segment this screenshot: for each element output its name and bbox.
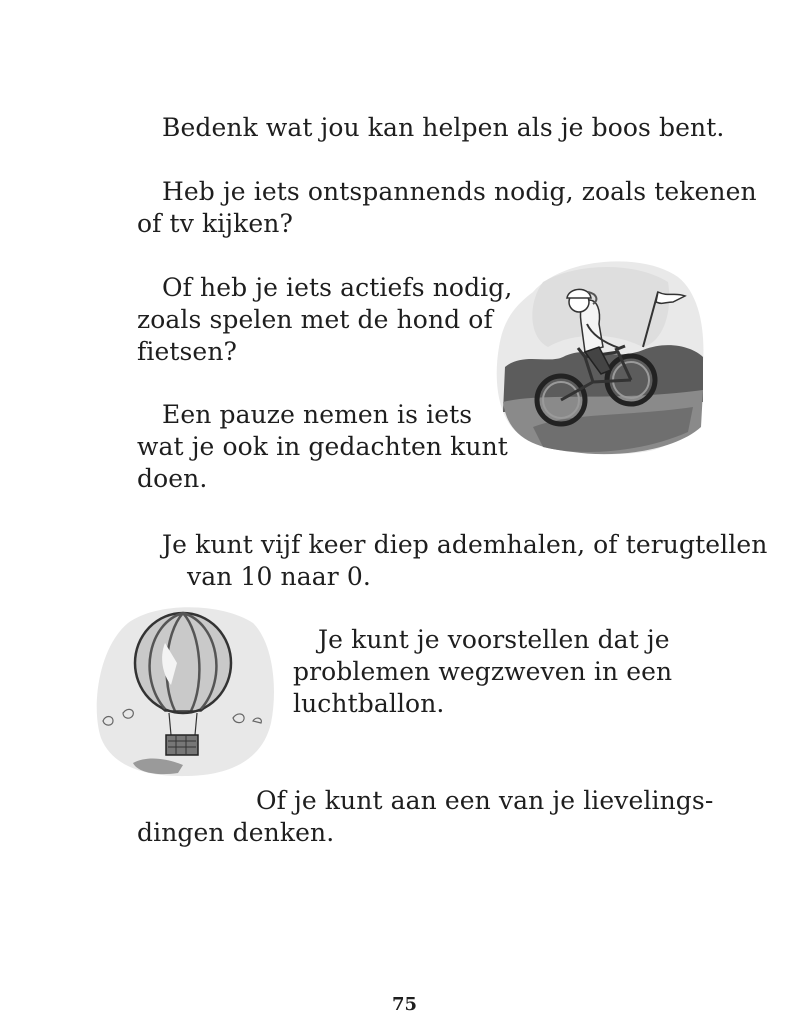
paragraph-3-line-2: zoals spelen met de hond of <box>137 305 493 334</box>
paragraph-6-line-2: problemen wegzweven in een <box>293 657 673 686</box>
paragraph-5-line-1: Je kunt vijf keer diep ademhalen, of terugtellen <box>162 530 768 559</box>
paragraph-4-line-1: Een pauze nemen is iets <box>162 400 473 429</box>
bicycle-illustration <box>493 252 708 457</box>
paragraph-3-line-1: Of heb je iets actiefs nodig, <box>162 273 513 302</box>
paragraph-7-line-1: Of je kunt aan een van je lievelings- <box>256 786 714 815</box>
paragraph-2-line-2: of tv kijken? <box>137 209 294 238</box>
paragraph-4-line-2: wat je ook in gedachten kunt <box>137 432 508 461</box>
paragraph-2-line-1: Heb je iets ontspannends nodig, zoals tekenen <box>162 177 757 206</box>
paragraph-6-line-3: luchtballon. <box>293 689 445 718</box>
paragraph-4-line-3: doen. <box>137 464 208 493</box>
paragraph-3-line-3: fietsen? <box>137 337 238 366</box>
paragraph-5-line-2: van 10 naar 0. <box>187 562 371 591</box>
paragraph-7-line-2: dingen denken. <box>137 818 335 847</box>
page-number: 75 <box>391 994 418 1015</box>
hot-air-balloon-illustration <box>93 603 278 778</box>
paragraph-1-line-1: Bedenk wat jou kan helpen als je boos bent. <box>162 113 725 142</box>
paragraph-6-line-1: Je kunt je voorstellen dat je <box>318 625 670 654</box>
